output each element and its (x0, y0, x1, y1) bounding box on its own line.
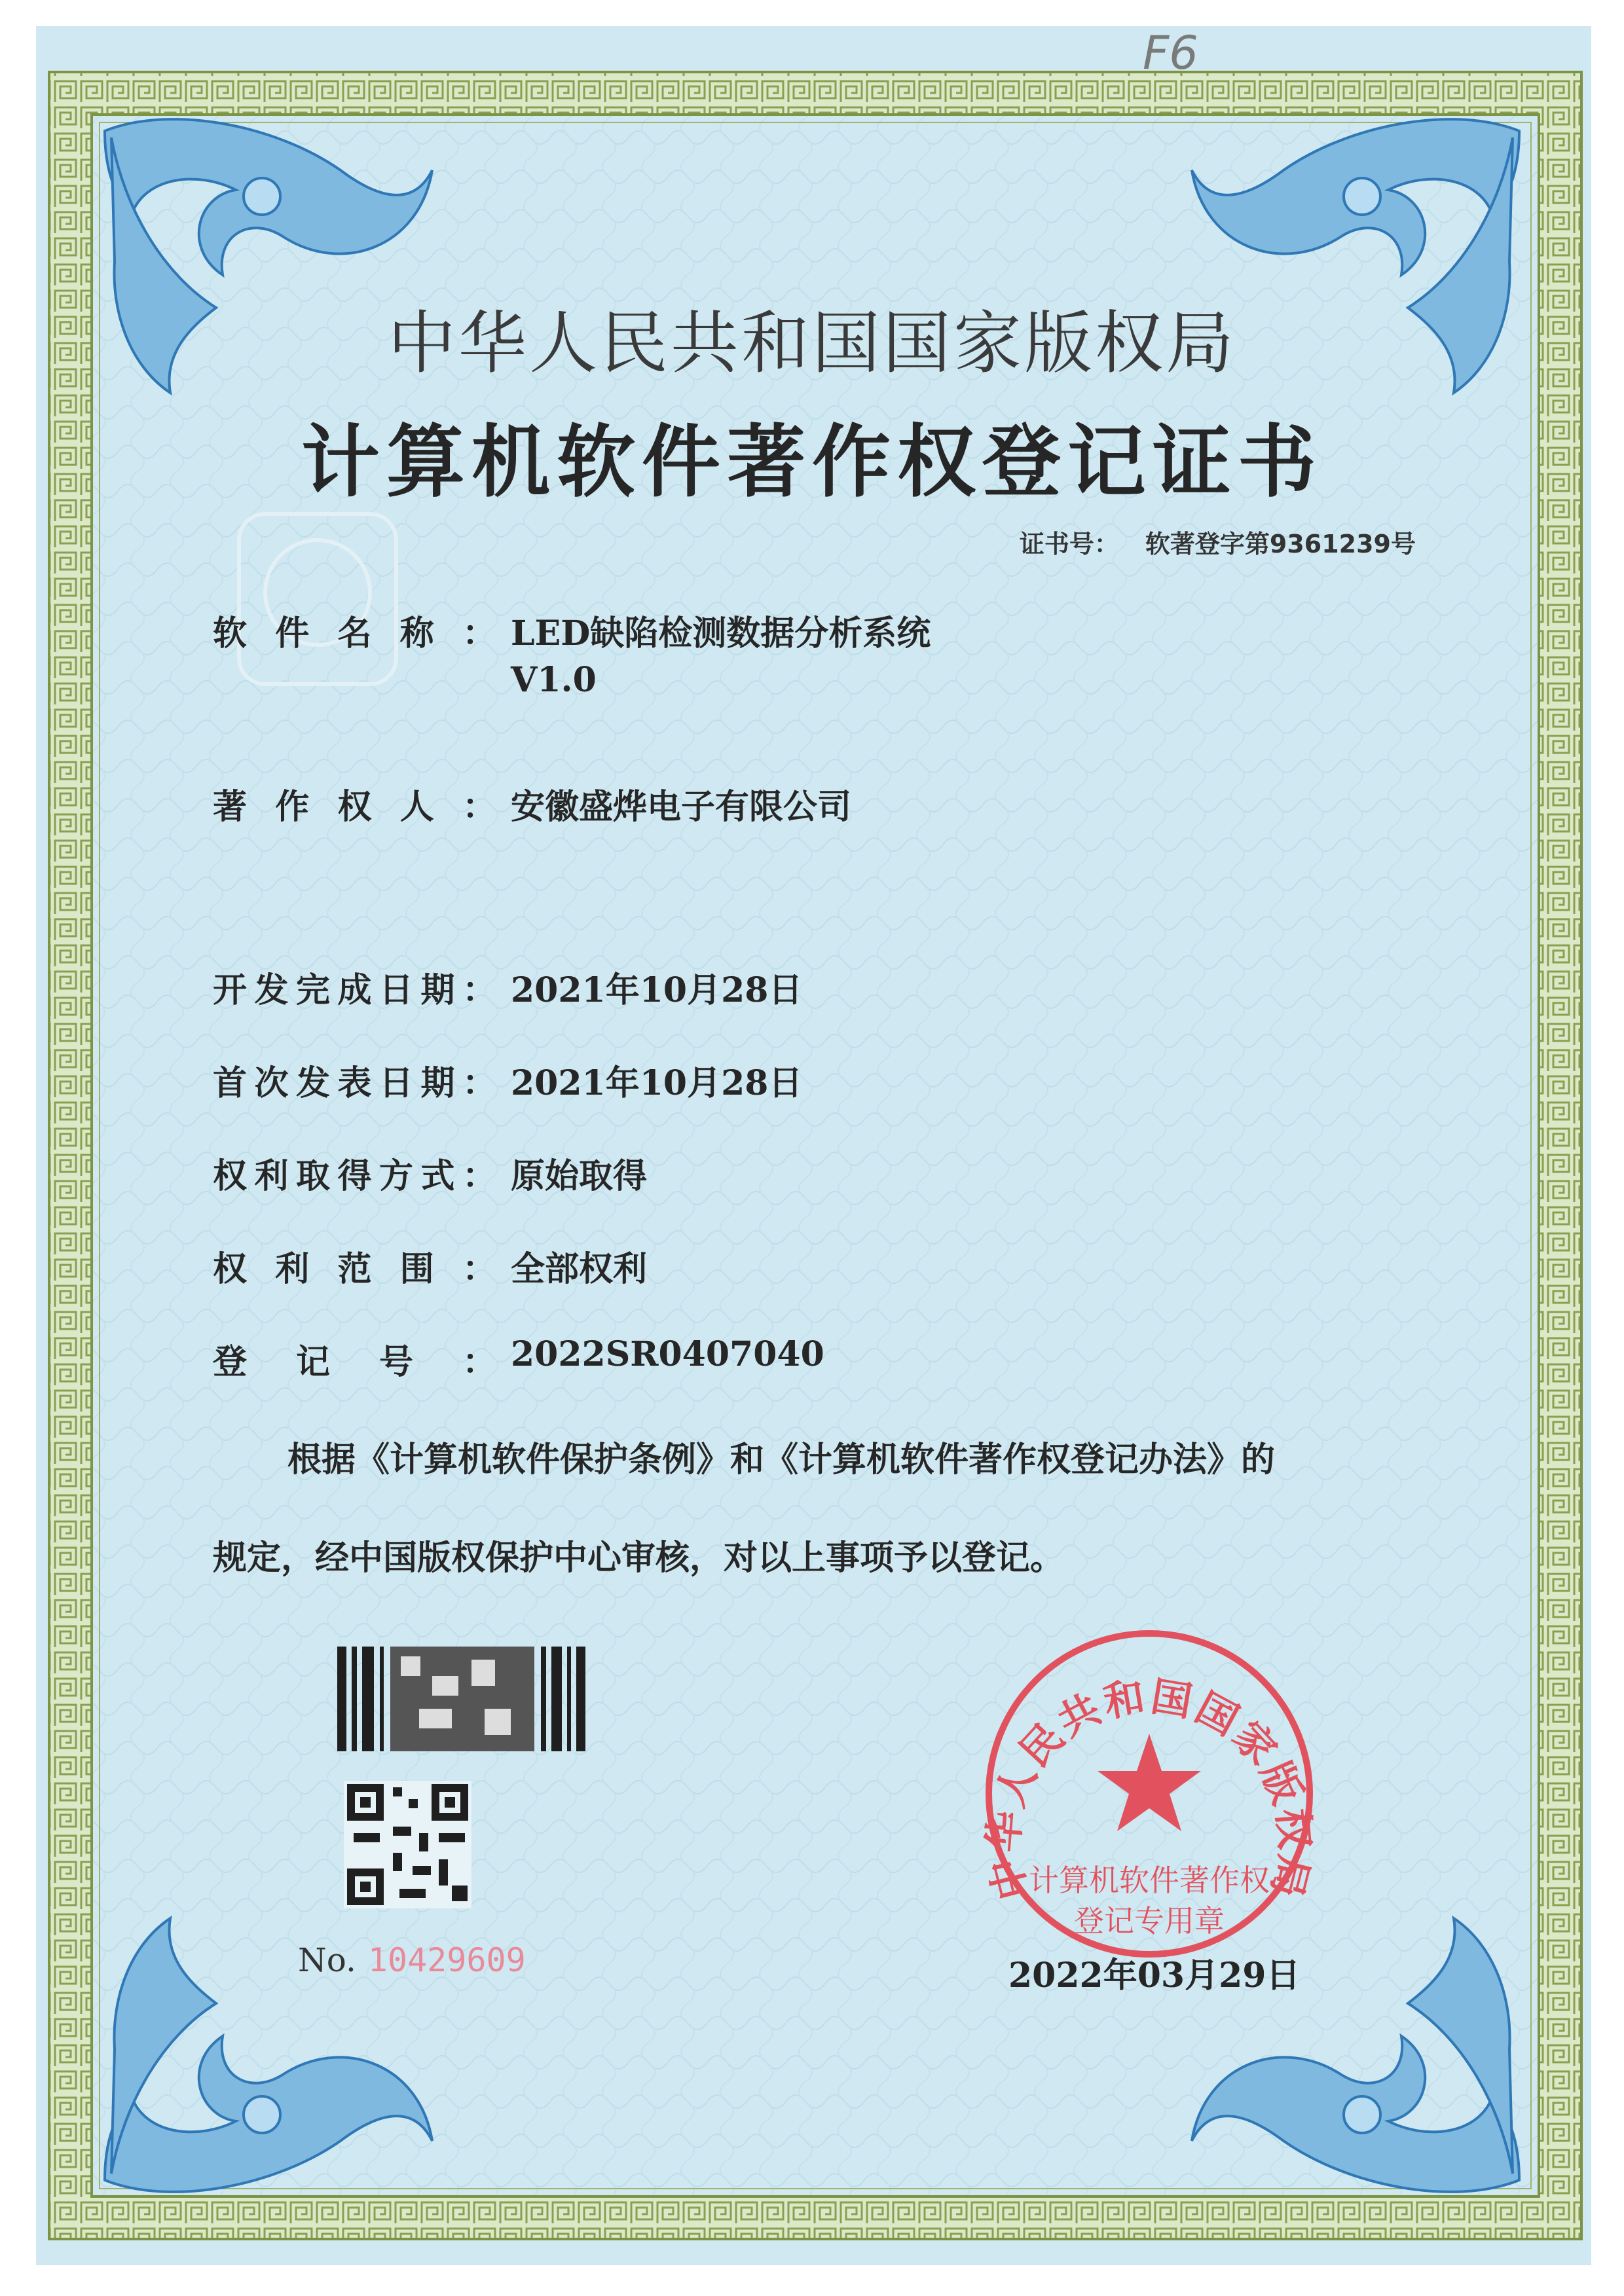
field-value: 2021年10月28日 (511, 970, 803, 1010)
seal-arc-text: 中华人民共和国国家版权局 (979, 1672, 1320, 1904)
field-rights-scope (213, 1241, 647, 1290)
field-label: 软件名称： (213, 613, 496, 653)
issuer-title: 中华人民共和国国家版权局 (387, 303, 1236, 383)
field-publication-date (213, 1055, 802, 1104)
serial-value: 10429609 (367, 1941, 526, 1979)
field-value: 全部权利 (511, 1249, 648, 1289)
certificate-number-label: 证书号： (1019, 530, 1119, 558)
field-value: 2022SR0407040 (511, 1334, 824, 1374)
certificate-title: 计算机软件著作权登记证书 (301, 416, 1323, 508)
issue-date: 2022年03月29日 (1008, 1956, 1301, 1995)
seal-line1: 计算机软件著作权 (1029, 1863, 1270, 1898)
field-value: 2021年10月28日 (511, 1063, 803, 1103)
field-development-date (213, 962, 802, 1011)
field-label: 登记号： (213, 1342, 496, 1382)
serial-prefix: No. (298, 1941, 356, 1979)
field-label: 权利取得方式： (213, 1156, 496, 1196)
field-value: 安徽盛烨电子有限公司 (511, 787, 852, 827)
handwritten-mark: F6 (1143, 26, 1198, 80)
certificate-number-value: 软著登字第9361239号 (1145, 530, 1416, 558)
seal-line2: 登记专用章 (1074, 1903, 1225, 1939)
field-value-line2: V1.0 (511, 660, 597, 700)
field-registration-number (213, 1334, 824, 1383)
legal-statement-line2: 规定，经中国版权保护中心审核，对以上事项予以登记。 (213, 1538, 1065, 1578)
field-label: 著作权人： (213, 787, 496, 827)
certificate-number (1020, 524, 1416, 560)
field-value: LED缺陷检测数据分析系统 (511, 613, 931, 653)
field-label: 开发完成日期： (213, 970, 496, 1010)
legal-statement-line1: 根据《计算机软件保护条例》和《计算机软件著作权登记办法》的 (287, 1440, 1276, 1480)
field-value: 原始取得 (511, 1156, 648, 1196)
legal-statement (213, 1411, 1457, 1607)
field-acquisition-method (213, 1148, 647, 1197)
field-software-name (213, 606, 931, 700)
field-copyright-owner (213, 779, 851, 828)
field-label: 权利范围： (213, 1249, 496, 1289)
serial-number (298, 1941, 526, 1979)
field-label: 首次发表日期： (213, 1063, 496, 1103)
